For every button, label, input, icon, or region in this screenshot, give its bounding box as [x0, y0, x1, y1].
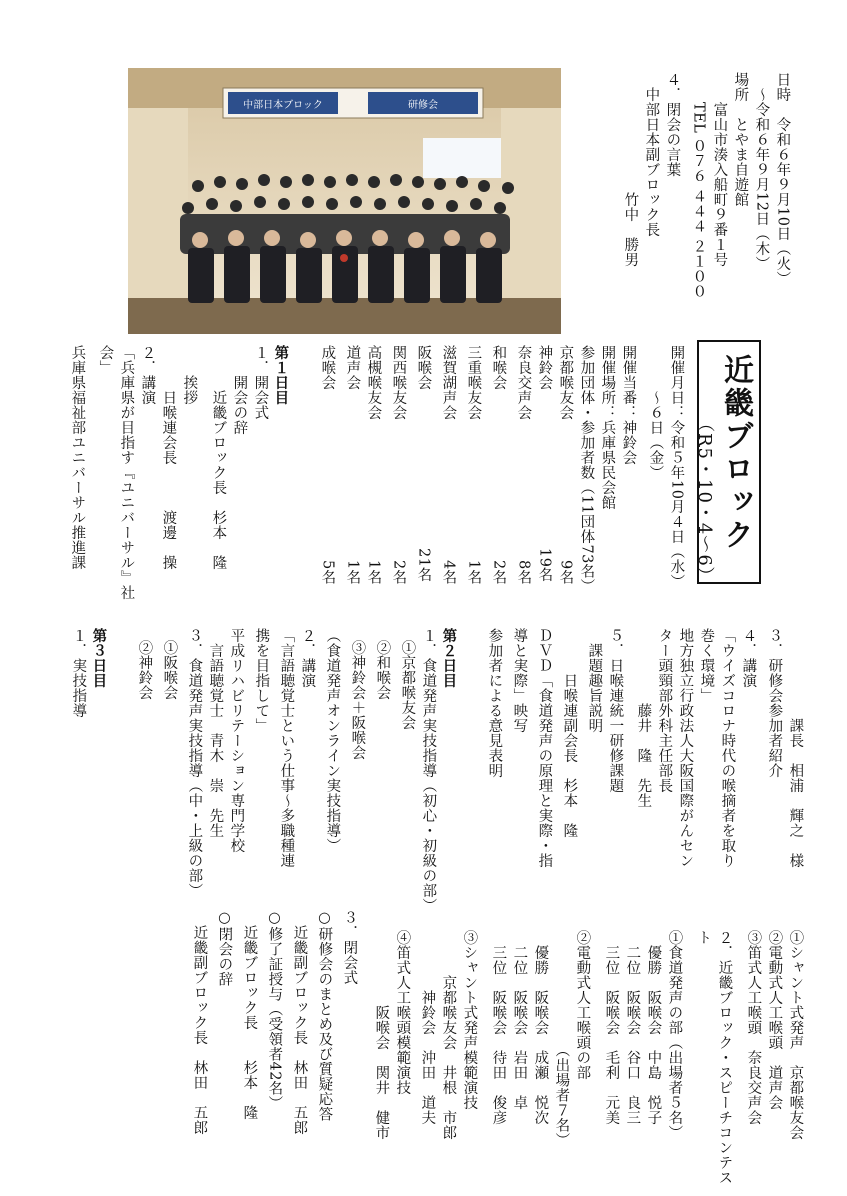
right-line-19: ３．閉会式 — [341, 910, 358, 985]
right-line-2: ③笛式人工喉頭 奈良交声会 — [745, 930, 762, 1125]
group-name-7: 関西喉友会 — [390, 345, 407, 420]
kinki-date-2: 〜６日（金） — [647, 345, 664, 480]
right-line-16: 神鈴会 沖田 道夫 — [419, 930, 436, 1125]
kinki-date: 開催月日：令和５年10月４日（水） — [668, 345, 685, 590]
day1-line-4: 挨拶 — [181, 345, 198, 405]
kinki-participants-heading: 参加団体・参加者数（11団体73名） — [578, 345, 595, 594]
right-line-12: 二位 阪喉会 岩田 卓 — [511, 930, 528, 1110]
mid-line-24: 平成リハビリテーション専門学校 — [228, 628, 245, 853]
right-line-17: ④笛式人工喉頭模範演技 — [394, 930, 411, 1095]
kinki-host: 開催当番：神鈴会 — [620, 345, 637, 465]
chubu-address: 富山市湊入船町９番１号 — [711, 72, 728, 267]
group-name-2: 奈良交声会 — [515, 345, 532, 420]
mid-line-10: 日喉連副会長 杉本 隆 — [561, 628, 578, 838]
mid-line-26: ３．食道発声実技指導（中・上級の部） — [186, 628, 203, 898]
mid-line-6: ター頭頸部外科主任部長 — [656, 628, 673, 793]
right-line-20: ○研修会のまとめ及び質疑応答 — [316, 910, 333, 1122]
group-name-6: 阪喉会 — [415, 345, 432, 390]
day3-heading: 第３日目 — [90, 628, 108, 688]
right-line-18: 阪喉会 関井 健市 — [373, 930, 390, 1140]
group-name-8: 高槻喉友会 — [365, 345, 382, 420]
group-name-5: 滋賀湖声会 — [440, 345, 457, 420]
kinki-date-range: （R5・10・4〜6） — [694, 414, 715, 586]
day1-line-6: ２．講演 — [139, 345, 156, 405]
mid-line-9: 課題趣旨説明 — [586, 628, 603, 733]
right-line-21: 近畿副ブロック長 林田 五郎 — [291, 910, 308, 1135]
mid-line-17: ①京都喉友会 — [399, 640, 416, 730]
group-name-3: 和喉会 — [490, 345, 507, 390]
group-photo — [128, 68, 561, 334]
group-name-10: 成喉会 — [319, 345, 336, 390]
day1-line-9: 兵庫県福祉部ユニバーサル推進課 — [69, 345, 86, 570]
day1-line-7: 「兵庫県が目指す『ユニバーサル』社 — [118, 345, 135, 600]
mid-line-20: （食道発声オンライン実技指導） — [324, 628, 341, 853]
right-line-1: ②電動式人工喉頭 道声会 — [766, 930, 783, 1110]
mid-line-23: 携を目指して」 — [253, 628, 270, 733]
group-count-5: 4名 — [440, 560, 457, 585]
banner-left: 中部日本ブロック — [243, 100, 323, 111]
mid-line-31: １．実技指導 — [70, 628, 87, 718]
mid-line-0: 課長 相浦 輝之 様 — [787, 628, 804, 868]
group-name-0: 京都喉友会 — [557, 345, 574, 420]
right-line-4: ト — [695, 930, 712, 945]
day1-line-1: １．開会式 — [252, 345, 269, 420]
mid-line-4: 巻く環境」 — [698, 628, 715, 703]
mid-line-12: 導と実際」映写 — [511, 628, 528, 733]
mid-line-3: 「ウイズコロナ時代の喉摘者を取り — [719, 628, 736, 868]
chubu-closing-role: 中部日本副ブロック長 — [643, 72, 660, 237]
mid-line-21: ２．講演 — [299, 628, 316, 688]
group-count-0: 9名 — [557, 560, 574, 585]
right-line-0: ①シャント式発声 京都喉友会 — [787, 930, 804, 1140]
chubu-closing-speaker: 竹中 勝男 — [622, 72, 639, 267]
right-line-23: 近畿ブロック長 杉本 隆 — [241, 910, 258, 1120]
group-count-9: 1名 — [344, 560, 361, 585]
right-line-22: ○修了証授与（受領者42名） — [266, 910, 283, 1111]
chubu-date-line: 日時 令和６年９月10日（火） — [774, 72, 791, 287]
right-line-24: ○閉会の辞 — [216, 910, 233, 987]
right-line-10: （出場者７名） — [553, 930, 570, 1148]
right-line-6: 優勝 阪喉会 中島 悦子 — [645, 930, 662, 1125]
right-line-8: 三位 阪喉会 毛利 元美 — [603, 930, 620, 1125]
group-count-6: 21名 — [415, 548, 432, 583]
day1-line-2: 開会の辞 — [231, 345, 248, 435]
mid-line-5: 地方独立行政法人大阪国際がんセン — [677, 628, 694, 868]
mid-line-19: ③神鈴会＋阪喉会 — [349, 640, 366, 760]
group-name-4: 三重喉友会 — [465, 345, 482, 420]
group-count-4: 1名 — [465, 560, 482, 585]
right-line-9: ②電動式人工喉頭の部 — [574, 930, 591, 1080]
group-count-8: 1名 — [365, 560, 382, 585]
mid-line-1: ３．研修会参加者紹介 — [766, 628, 783, 778]
day1-heading: 第１日目 — [272, 345, 290, 405]
kinki-venue: 開催場所：兵庫県民会館 — [599, 345, 616, 510]
banner-right: 研修会 — [408, 100, 438, 111]
right-line-25: 近畿副ブロック長 林田 五郎 — [191, 910, 208, 1135]
group-name-1: 神鈴会 — [536, 345, 553, 390]
chubu-closing-heading: ４．閉会の言葉 — [664, 72, 681, 177]
right-line-11: 優勝 阪喉会 成瀬 悦次 — [532, 930, 549, 1125]
group-photo-graphic — [128, 68, 561, 334]
mid-line-25: 言語聴覚士 青木 崇 先生 — [207, 628, 224, 838]
mid-line-7: 藤井 隆 先生 — [635, 628, 652, 808]
group-count-2: 8名 — [515, 560, 532, 585]
group-count-1: 19名 — [536, 548, 553, 583]
mid-line-11: ＤＶＤ「食道発声の原理と実際・指 — [536, 628, 553, 868]
mid-line-27: ①阪喉会 — [161, 640, 178, 700]
chubu-tel: TEL ０７６ ４４４ ２１００ — [690, 72, 707, 299]
day1-line-5: 日喉連会長 渡邊 操 — [160, 345, 177, 570]
group-count-3: 2名 — [490, 560, 507, 585]
mid-line-16: １．食道発声実技指導（初心・初級の部） — [420, 628, 437, 913]
group-name-9: 道声会 — [344, 345, 361, 390]
mid-line-22: 「言語聴覚士という仕事〜多職種連 — [278, 628, 295, 868]
mid-line-18: ②和喉会 — [374, 640, 391, 700]
chubu-venue: 場所 とやま自遊館 — [732, 72, 749, 207]
day2-heading: 第２日目 — [440, 628, 458, 688]
right-line-7: 二位 阪喉会 谷口 良三 — [624, 930, 641, 1125]
right-line-3: ２．近畿ブロック・スピーチコンテス — [716, 930, 733, 1185]
group-count-7: 2名 — [390, 560, 407, 585]
kinki-title: 近畿ブロック — [718, 354, 753, 552]
mid-line-8: ５．日喉連統一研修課題 — [607, 628, 624, 793]
right-line-5: ①食道発声の部（出場者５名） — [666, 930, 683, 1140]
right-line-15: 京都喉友会 井根 市郎 — [440, 930, 457, 1140]
mid-line-2: ４．講演 — [740, 628, 757, 688]
day1-line-3: 近畿ブロック長 杉本 隆 — [210, 345, 227, 570]
kinki-title-box — [694, 340, 761, 586]
mid-line-13: 参加者による意見表明 — [486, 628, 503, 778]
chubu-date-line-2: 〜令和６年９月12日（木） — [753, 72, 770, 272]
right-line-13: 三位 阪喉会 待田 俊彦 — [490, 930, 507, 1125]
mid-line-28: ②神鈴会 — [136, 640, 153, 700]
right-line-14: ③シャント式発声模範演技 — [461, 930, 478, 1110]
day1-line-8: 会」 — [97, 345, 114, 375]
group-count-10: 5名 — [319, 560, 336, 585]
